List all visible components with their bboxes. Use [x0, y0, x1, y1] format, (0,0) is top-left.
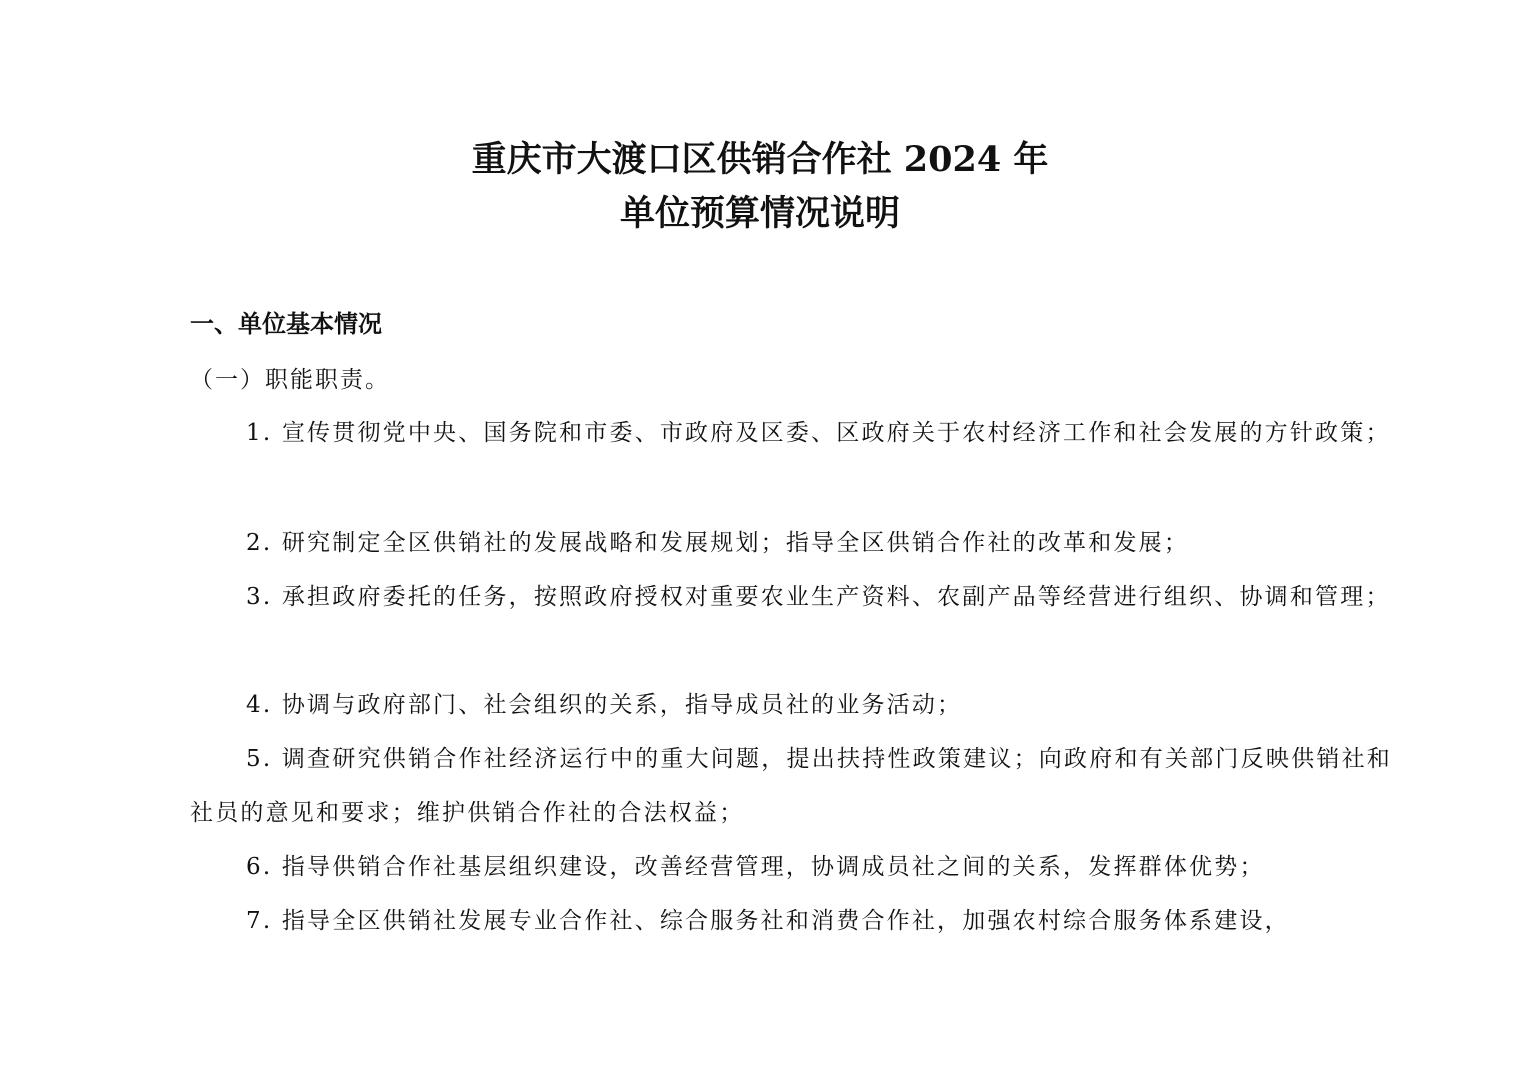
duty-item-1: 1. 宣传贯彻党中央、国务院和市委、市政府及区委、区政府关于农村经济工作和社会发展的方针政策；	[246, 420, 1391, 446]
document-title-line-2: 单位预算情况说明	[619, 193, 900, 234]
subsection-heading-duties: （一）职能职责。	[190, 367, 390, 393]
duty-item-5: 5. 调查研究供销合作社经济运行中的重大问题，提出扶持性政策建议；向政府和有关部门反映供销社和社员的意见和要求；维护供销合作社的合法权益；	[190, 746, 1392, 826]
duty-item-7: 7. 指导全区供销社发展专业合作社、综合服务社和消费合作社，加强农村综合服务体系建设，	[246, 908, 1290, 934]
section-heading-basic-info: 一、单位基本情况	[190, 310, 382, 338]
duty-item-4: 4. 协调与政府部门、社会组织的关系，指导成员社的业务活动；	[246, 692, 963, 718]
duty-item-3: 3. 承担政府委托的任务，按照政府授权对重要农业生产资料、农副产品等经营进行组织、协调和管理；	[246, 584, 1391, 610]
duty-item-6: 6. 指导供销合作社基层组织建设，改善经营管理，协调成员社之间的关系，发挥群体优势；	[246, 854, 1265, 880]
document-title-line-1: 重庆市大渡口区供销合作社 2024 年	[471, 139, 1049, 180]
duty-item-2: 2. 研究制定全区供销社的发展战略和发展规划；指导全区供销合作社的改革和发展；	[246, 530, 1190, 556]
